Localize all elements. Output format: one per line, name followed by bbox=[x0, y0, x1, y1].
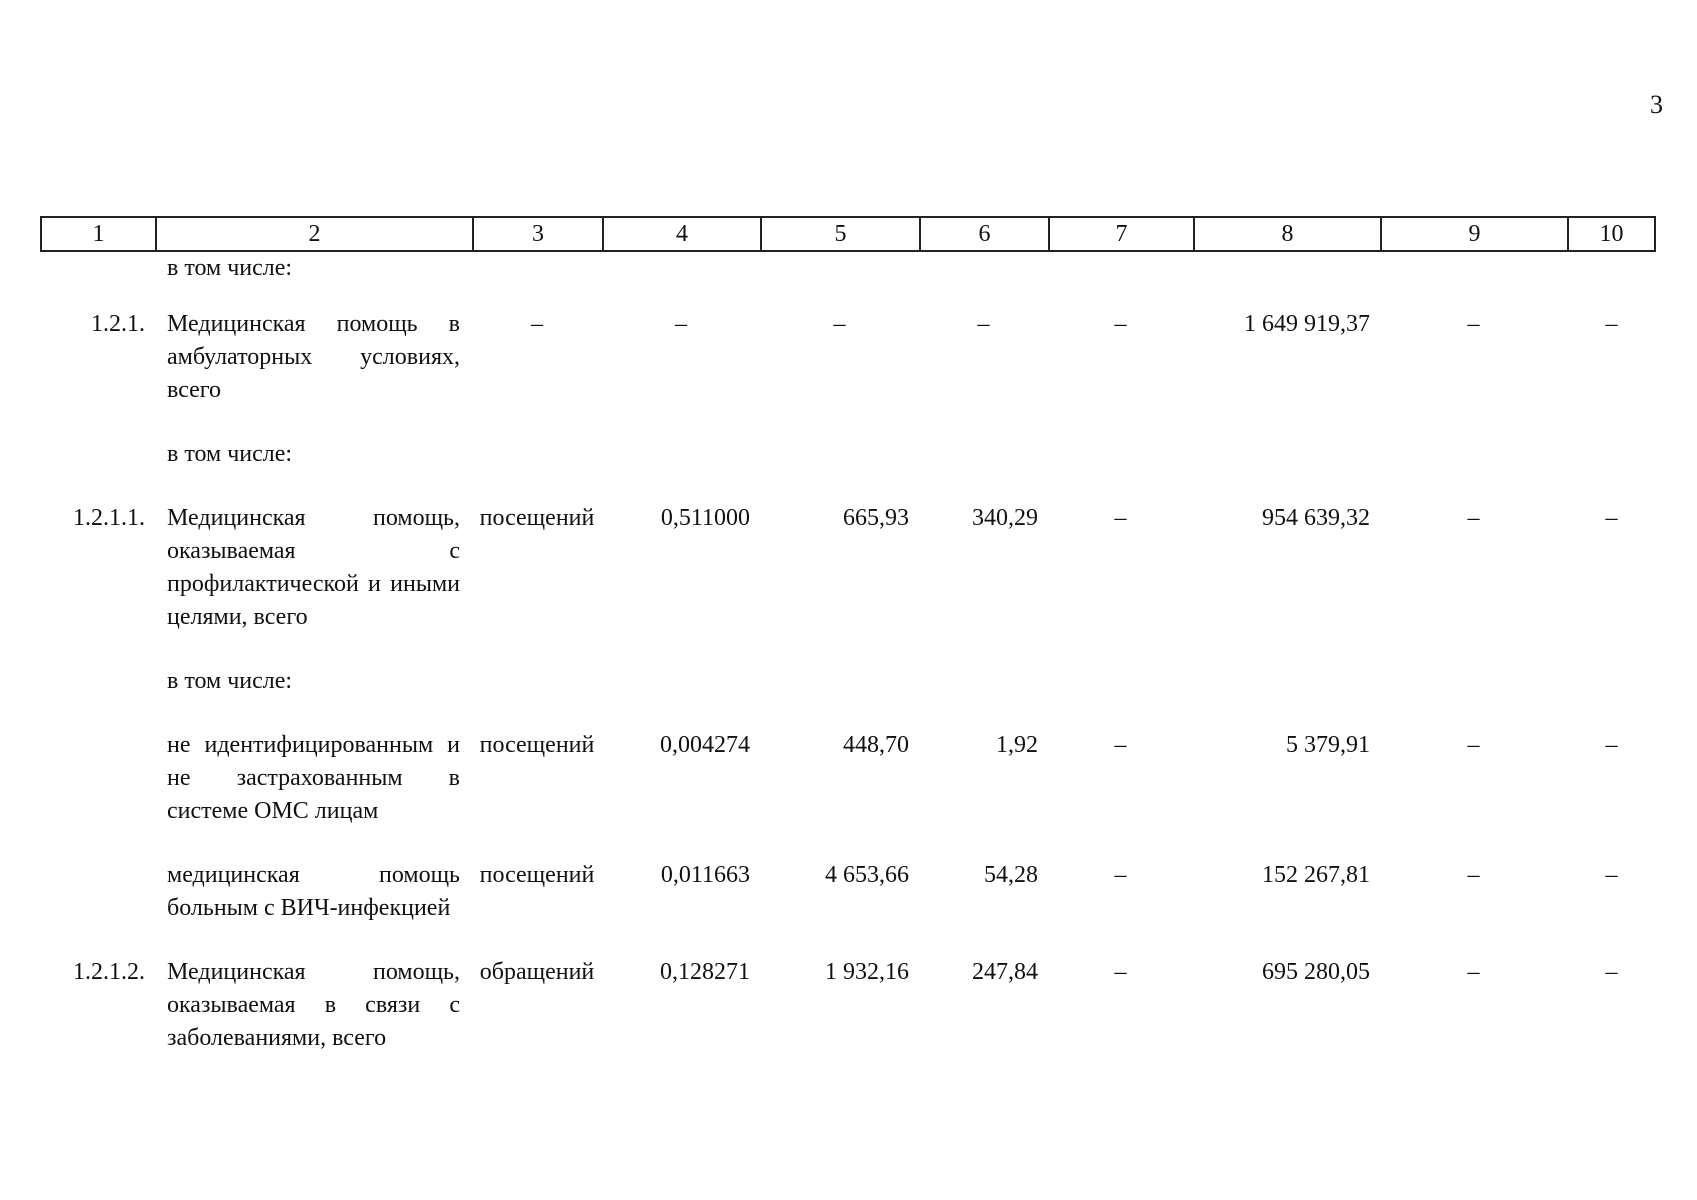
note-row: в том числе: bbox=[167, 668, 293, 694]
page-number: 3 bbox=[1650, 90, 1663, 119]
row-name: Медицинская помощь, оказываемая в связи с заболеваниями, всего bbox=[167, 959, 460, 1051]
row-col7: – bbox=[1114, 959, 1127, 985]
row-col7: – bbox=[1114, 732, 1127, 758]
row-col5: 448,70 bbox=[843, 732, 909, 758]
col-header-5: 5 bbox=[760, 216, 919, 252]
row-col5: 665,93 bbox=[843, 505, 909, 531]
row-name: не идентифицированным и не застрахованным в системе ОМС лицам bbox=[167, 732, 460, 824]
col-header-8: 8 bbox=[1193, 216, 1380, 252]
row-col6: 340,29 bbox=[972, 505, 1038, 531]
col-header-1: 1 bbox=[40, 216, 155, 252]
row-col6: – bbox=[977, 311, 990, 337]
row-code bbox=[40, 729, 155, 828]
row-col7: – bbox=[1114, 505, 1127, 531]
col-header-2: 2 bbox=[155, 216, 472, 252]
row-unit: посещений bbox=[479, 862, 595, 888]
row-col10: – bbox=[1605, 311, 1618, 337]
row-col9: – bbox=[1467, 505, 1480, 531]
note-row: в том числе: bbox=[167, 255, 293, 281]
row-col4: 0,011663 bbox=[660, 862, 750, 888]
col-header-6: 6 bbox=[919, 216, 1048, 252]
row-code: 1.2.1.2. bbox=[73, 959, 145, 985]
row-col4: 0,511000 bbox=[660, 505, 750, 531]
row-col9: – bbox=[1467, 311, 1480, 337]
row-col8: 954 639,32 bbox=[1262, 505, 1370, 531]
row-name: медицинская помощь больным с ВИЧ-инфекцией bbox=[167, 862, 460, 921]
row-col7: – bbox=[1114, 311, 1127, 337]
row-name: Медицинская помощь, оказываемая с профилактической и иными целями, всего bbox=[167, 505, 460, 630]
row-col5: 4 653,66 bbox=[825, 862, 909, 888]
row-col8: 152 267,81 bbox=[1262, 862, 1370, 888]
row-col4: 0,128271 bbox=[660, 959, 750, 985]
row-col6: 54,28 bbox=[984, 862, 1038, 888]
row-col9: – bbox=[1467, 862, 1480, 888]
row-col6: 1,92 bbox=[996, 732, 1038, 758]
row-col8: 1 649 919,37 bbox=[1244, 311, 1370, 337]
row-unit: – bbox=[531, 311, 543, 337]
row-unit: посещений bbox=[479, 732, 595, 758]
row-col5: 1 932,16 bbox=[825, 959, 909, 985]
row-col10: – bbox=[1605, 505, 1618, 531]
note-row: в том числе: bbox=[167, 441, 293, 467]
row-unit: посещений bbox=[479, 505, 595, 531]
col-header-4: 4 bbox=[602, 216, 760, 252]
row-name: Медицинская помощь в амбулаторных условиях, всего bbox=[167, 311, 460, 403]
row-col9: – bbox=[1467, 732, 1480, 758]
row-code bbox=[40, 859, 155, 925]
row-col8: 695 280,05 bbox=[1262, 959, 1370, 985]
row-col4: 0,004274 bbox=[660, 732, 750, 758]
row-unit: обращений bbox=[479, 959, 595, 985]
row-col10: – bbox=[1605, 732, 1618, 758]
col-header-7: 7 bbox=[1048, 216, 1193, 252]
row-col10: – bbox=[1605, 862, 1618, 888]
row-col6: 247,84 bbox=[972, 959, 1038, 985]
row-col5: – bbox=[833, 311, 846, 337]
table bbox=[40, 216, 1656, 1055]
col-header-3: 3 bbox=[472, 216, 602, 252]
row-code: 1.2.1.1. bbox=[73, 505, 145, 531]
row-code: 1.2.1. bbox=[91, 311, 145, 337]
col-header-9: 9 bbox=[1380, 216, 1567, 252]
row-col4: – bbox=[675, 311, 687, 337]
row-col7: – bbox=[1114, 862, 1127, 888]
row-col10: – bbox=[1605, 959, 1618, 985]
row-col8: 5 379,91 bbox=[1286, 732, 1370, 758]
row-col9: – bbox=[1467, 959, 1480, 985]
col-header-10: 10 bbox=[1567, 216, 1656, 252]
